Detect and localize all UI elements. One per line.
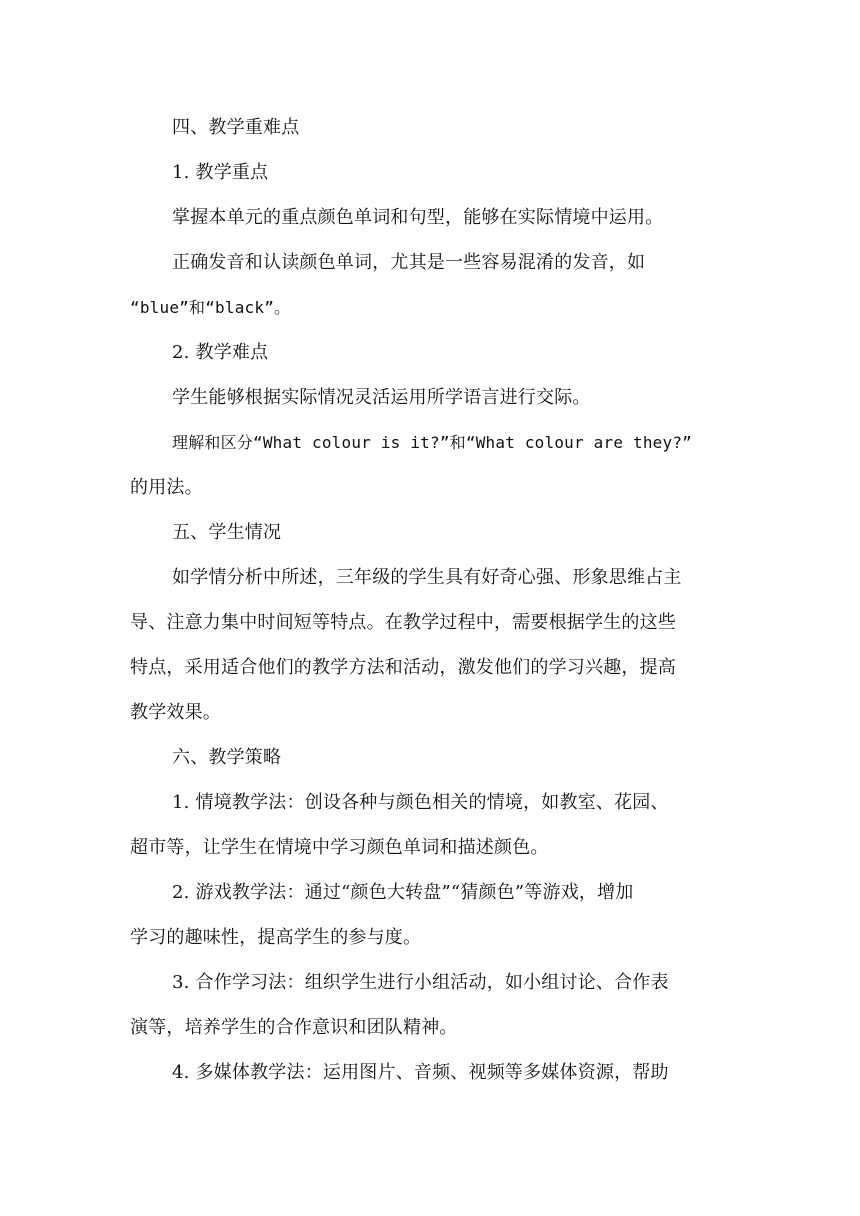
paragraph-line: 学习的趣味性，提高学生的参与度。 <box>130 927 422 948</box>
section-heading: 四、教学重难点 <box>172 117 300 138</box>
paragraph-line: “blue”和“black”。 <box>130 298 291 317</box>
paragraph-line: 正确发音和认读颜色单词，尤其是一些容易混淆的发音，如 <box>172 252 646 273</box>
paragraph-line: 学生能够根据实际情况灵活运用所学语言进行交际。 <box>172 387 591 408</box>
subsection-heading: 2. 教学难点 <box>172 342 269 363</box>
paragraph-line: 的用法。 <box>130 477 203 498</box>
paragraph-line: 掌握本单元的重点颜色单词和句型，能够在实际情境中运用。 <box>172 207 664 228</box>
section-heading: 五、学生情况 <box>172 522 282 543</box>
paragraph-line: 如学情分析中所述，三年级的学生具有好奇心强、形象思维占主 <box>172 567 682 588</box>
paragraph-line: 理解和区分“What colour is it?”和“What colour are they?” <box>172 433 693 452</box>
paragraph-line: 教学效果。 <box>130 702 221 723</box>
paragraph-line: 超市等，让学生在情境中学习颜色单词和描述颜色。 <box>130 837 549 858</box>
paragraph-line: 导、注意力集中时间短等特点。在教学过程中，需要根据学生的这些 <box>130 612 676 633</box>
subsection-heading: 1. 教学重点 <box>172 162 269 183</box>
paragraph-line: 3. 合作学习法：组织学生进行小组活动，如小组讨论、合作表 <box>172 972 669 993</box>
document-body <box>130 105 730 1095</box>
paragraph-line: 演等，培养学生的合作意识和团队精神。 <box>130 1017 458 1038</box>
paragraph-line: 特点，采用适合他们的教学方法和活动，激发他们的学习兴趣，提高 <box>130 657 676 678</box>
paragraph-line: 2. 游戏教学法：通过“颜色大转盘”“猜颜色”等游戏，增加 <box>172 882 634 903</box>
paragraph-line: 4. 多媒体教学法：运用图片、音频、视频等多媒体资源，帮助 <box>172 1062 669 1083</box>
section-heading: 六、教学策略 <box>172 747 282 768</box>
paragraph-line: 1. 情境教学法：创设各种与颜色相关的情境，如教室、花园、 <box>172 792 669 813</box>
